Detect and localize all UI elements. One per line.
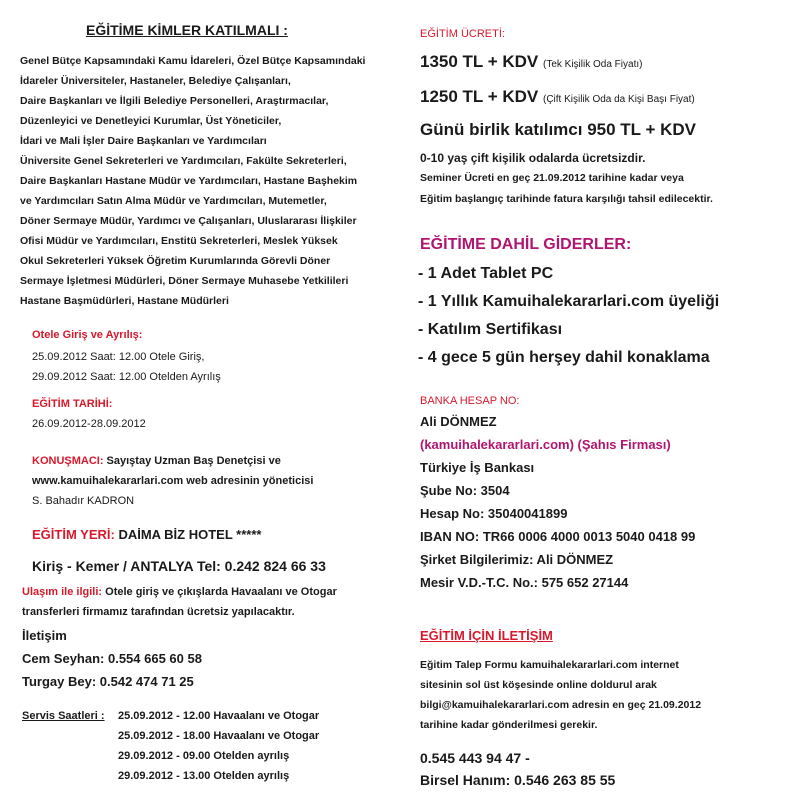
bank-firm: (kamuihalekararlari.com) (Şahıs Firması) — [420, 437, 671, 452]
who-line: Daire Başkanları Hastane Müdür ve Yardımcıları, Hastane Başhekim — [20, 175, 358, 187]
bank-account-title: BANKA HESAP NO: — [420, 395, 520, 407]
training-contact-title: EĞİTİM İÇİN İLETİŞİM — [420, 628, 553, 643]
training-contact-line: Eğitim Talep Formu kamuihalekararlari.com internet — [420, 659, 679, 671]
service-time: 25.09.2012 - 12.00 Havaalanı ve Otogar — [118, 710, 320, 722]
fee-payment-note-1: Seminer Ücreti en geç 21.09.2012 tarihine kadar veya — [420, 172, 684, 184]
training-contact-line: sitesinin sol üst köşesinde online doldurul arak — [420, 679, 657, 691]
fee-title: EĞİTİM ÜCRETİ: — [420, 28, 505, 40]
speaker-line-1 — [32, 455, 281, 467]
contact-cem: Cem Seyhan: 0.554 665 60 58 — [22, 651, 202, 666]
training-place-label: EĞİTİM YERİ: — [32, 527, 119, 542]
fee-daily: Günü birlik katılımcı 950 TL + KDV — [420, 120, 697, 139]
service-hours-label: Servis Saatleri : — [22, 710, 105, 722]
training-date-value: 26.09.2012-28.09.2012 — [32, 418, 146, 430]
who-line: ve Yardımcıları Satın Alma Müdür ve Yardımcıları, Mutemetler, — [20, 195, 327, 207]
fee-payment-note-2: Eğitim başlangıç tarihinde fatura karşılığı tahsil edilecektir. — [420, 193, 713, 205]
hotel-address: Kiriş - Kemer / ANTALYA Tel: 0.242 824 66 33 — [32, 558, 326, 574]
who-line: Düzenleyici ve Denetleyici Kurumlar, Üst Yöneticiler, — [20, 115, 282, 127]
included-item: - 1 Yıllık Kamuihalekararlari.com üyeliği — [418, 293, 720, 310]
speaker-title: Sayıştay Uzman Baş Denetçisi ve — [103, 455, 281, 467]
fee-double-amount: 1250 TL + KDV — [420, 87, 543, 106]
fee-single-note: (Tek Kişilik Oda Fiyatı) — [543, 59, 643, 70]
bank-iban: IBAN NO: TR66 0006 4000 0013 5040 0418 99 — [420, 529, 696, 544]
hotel-checkout-line: 29.09.2012 Saat: 12.00 Otelden Ayrılış — [32, 371, 221, 383]
who-line: Daire Başkanları ve İlgili Belediye Personelleri, Araştırmacılar, — [20, 95, 329, 107]
contact-phone-birsel: Birsel Hanım: 0.546 263 85 55 — [420, 772, 616, 788]
hotel-checkin-line: 25.09.2012 Saat: 12.00 Otele Giriş, — [32, 351, 205, 363]
speaker-label: KONUŞMACI: — [32, 455, 104, 467]
bank-line: Türkiye İş Bankası — [420, 460, 535, 475]
included-expenses-title: EĞİTİME DAHİL GİDERLER: — [420, 236, 632, 253]
contact-turgay: Turgay Bey: 0.542 474 71 25 — [22, 674, 194, 689]
training-contact-line: tarihine kadar gönderilmesi gerekir. — [420, 719, 598, 731]
transport-line-1 — [22, 586, 337, 598]
fee-double-room — [420, 87, 695, 107]
fee-children: 0-10 yaş çift kişilik odalarda ücretsizdir. — [420, 151, 646, 165]
service-time: 29.09.2012 - 13.00 Otelden ayrılış — [118, 770, 290, 782]
transport-line-2: transferleri firmamız tarafından ücretsiz yapılacaktır. — [22, 606, 295, 618]
contact-phone-1: 0.545 443 94 47 - — [420, 750, 530, 766]
training-date-title: EĞİTİM TARİHİ: — [32, 398, 113, 410]
training-place — [32, 527, 261, 542]
service-time: 29.09.2012 - 09.00 Otelden ayrılış — [118, 750, 290, 762]
who-line: Ofisi Müdür ve Yardımcıları, Enstitü Sekreterleri, Meslek Yüksek — [20, 235, 338, 247]
who-line: Sermaye İşletmesi Müdürleri, Döner Sermaye Muhasebe Yetkilileri — [20, 275, 349, 287]
who-line: İdari ve Mali İşler Daire Başkanları ve Yardımcıları — [20, 135, 267, 147]
who-line: Döner Sermaye Müdür, Yardımcı ve Çalışanları, Uluslararası İlişkiler — [20, 215, 357, 227]
who-line: Genel Bütçe Kapsamındaki Kamu İdareleri, Özel Bütçe Kapsamındaki — [20, 55, 366, 67]
fee-single-room — [420, 52, 642, 72]
who-line: Üniversite Genel Sekreterleri ve Yardımcıları, Fakülte Sekreterleri, — [20, 155, 347, 167]
fee-double-note: (Çift Kişilik Oda da Kişi Başı Fiyat) — [543, 94, 695, 105]
transport-label: Ulaşım ile ilgili: — [22, 586, 106, 598]
tax-office: Mesir V.D.-T.C. No.: 575 652 27144 — [420, 575, 629, 590]
training-place-hotel: DAİMA BİZ HOTEL ***** — [118, 527, 262, 542]
bank-branch: Şube No: 3504 — [420, 483, 510, 498]
transport-text: Otele giriş ve çıkışlarda Havaalanı ve Otogar — [105, 586, 337, 598]
fee-single-amount: 1350 TL + KDV — [420, 52, 543, 71]
speaker-line-2: www.kamuihalekararlari.com web adresinin yöneticisi — [32, 475, 314, 487]
included-item: - 1 Adet Tablet PC — [418, 265, 554, 282]
who-line: Okul Sekreterleri Yüksek Öğretim Kurumlarında Görevli Döner — [20, 255, 331, 267]
service-time: 25.09.2012 - 18.00 Havaalanı ve Otogar — [118, 730, 320, 742]
who-should-attend-title: EĞİTİME KİMLER KATILMALI : — [86, 22, 288, 38]
bank-account-holder: Ali DÖNMEZ — [420, 414, 497, 429]
who-line: Hastane Başmüdürleri, Hastane Müdürleri — [20, 295, 229, 307]
bank-account-number: Hesap No: 35040041899 — [420, 506, 568, 521]
hotel-checkin-title: Otele Giriş ve Ayrılış: — [32, 329, 143, 341]
included-item: - 4 gece 5 gün herşey dahil konaklama — [418, 349, 710, 366]
company-info: Şirket Bilgilerimiz: Ali DÖNMEZ — [420, 552, 614, 567]
contact-title: İletişim — [22, 628, 67, 643]
who-line: İdareler Üniversiteler, Hastaneler, Belediye Çalışanları, — [20, 75, 291, 87]
training-contact-line: bilgi@kamuihalekararlari.com adresin en geç 21.09.2012 — [420, 699, 702, 711]
speaker-name: S. Bahadır KADRON — [32, 495, 135, 507]
included-item: - Katılım Sertifikası — [418, 321, 563, 338]
